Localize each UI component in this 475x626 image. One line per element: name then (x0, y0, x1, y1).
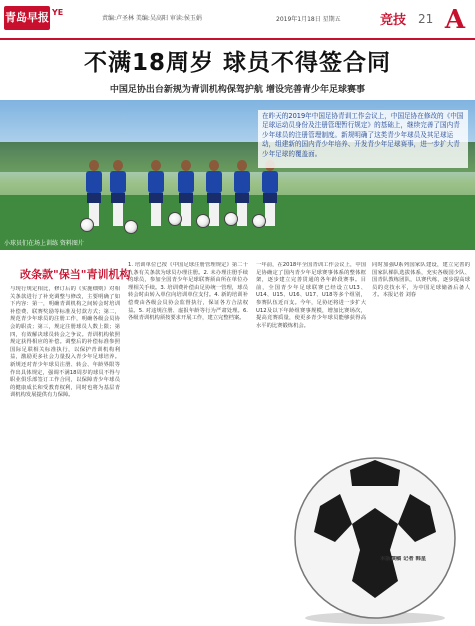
football (80, 218, 94, 232)
masthead (0, 0, 475, 40)
football (124, 220, 138, 234)
subheadline: 中国足协出台新规为青训机构保驾护航 增设完善青少年足球赛事 (109, 85, 366, 95)
football (168, 212, 182, 226)
football (252, 214, 266, 228)
page-number: 21 (418, 12, 434, 26)
article-column-2: 1. 培训单位已按《中国足球注册管理规定》第二十九条有关条款为球员办理注册。2. 未办理注册手续的球员，参加全国青少年足球联赛须由所在单位办理相关手续。3. 培训费补偿由足协统一管理，球员转会时由转入单位向培训单位支付。4. 新的培训补偿费由各级会员协会监督执行，保证各方合法权益。5. 对违规注册、虚报年龄等行为严肃处理。6. 各级青训机构须按要求开展工作，建立完整档案。 (128, 262, 248, 322)
football (224, 212, 238, 226)
player-figure (86, 160, 102, 226)
headline: 不满18周岁 球员不得签合同 (83, 50, 391, 76)
photo-credit: 小球员们在场上训练 资料图片 (4, 240, 84, 247)
article-column-1: 与现行规定相比，修订后的《实施细则》对相关条款进行了补充调整与修改，主要明确了如下内容：第一，明确青训机构之间转会时培训补偿费、联赛奖励等标准及付款方式；第二，规范青少年球员的注册工作，明确各级会员协会的职责；第三，规定注册球员人数上限；第四，有效解决球员转会之争议。青训机构依照规定获得相应的补偿。调整后的补偿标准参照国际足联相关标准执行，以保护青训机构利益，激励更多社会力量投入青少年足球培养。新规还对青少年球员注册、转会、年龄界限等作出具体规定，强调不满18周岁的球员不得与职业俱乐部签订工作合同，以保障青少年球员的健康成长和受教育权利，同时也将为基层青训机构发展提供有力保障。 (10, 286, 120, 399)
section-name: 竞技 (380, 13, 407, 28)
editor-credits: 责编:卢圣林 美编:吴高阳 审读:侯玉娟 (102, 15, 202, 22)
player-figure (110, 160, 126, 226)
newspaper-logo: 青岛早报 (4, 6, 50, 30)
article-column-4: 同时加强U系列国家队建设，建立完善的国家队梯队选拔体系，充实各级国少队、国青队教练团队，以赛代练，逐步提高球员的竞技水平，为中国足球储备后备人才。本报记者 刘春 (372, 262, 470, 299)
logo-sub: YE (52, 8, 64, 17)
issue-date: 2019年1月18日 星期五 (276, 16, 341, 23)
page-mark: A (444, 5, 466, 35)
football (196, 214, 210, 228)
football-illustration (280, 446, 470, 626)
section-title: 改条款"保当"青训机构 (20, 268, 131, 281)
photo-caption: 在昨天的2019年中国足协青训工作会议上，中国足协在修改的《中国足球运动员身份及注册管理暂行规定》的基础上，继续完善了国内青少年球员的注册管理制度。新规明确了这类青少年球员及其足球运动，组建新的国内青少年培养、开发青少年足球赛事，进一步扩大青少年足球的覆盖面。 (262, 112, 464, 158)
byline: 本版撰稿 记者 韩星 (380, 556, 427, 562)
article-column-3: 一年前，在2018年全国青训工作会议上，中国足协确定了国内青少年足球赛事体系的整体框架，逐步建立完善贯通的各年龄段赛事。目前，全国青少年足球联赛已经设立U13、U14、U15、U16、U17、U18等多个组别，参赛队伍近百支。今年，足协还将进一步扩大U12及以下年龄组赛事规模，增加比赛场次，提高竞赛质量，使更多青少年球员能够获得高水平的比赛锻炼机会。 (256, 262, 366, 329)
player-figure (148, 160, 164, 226)
